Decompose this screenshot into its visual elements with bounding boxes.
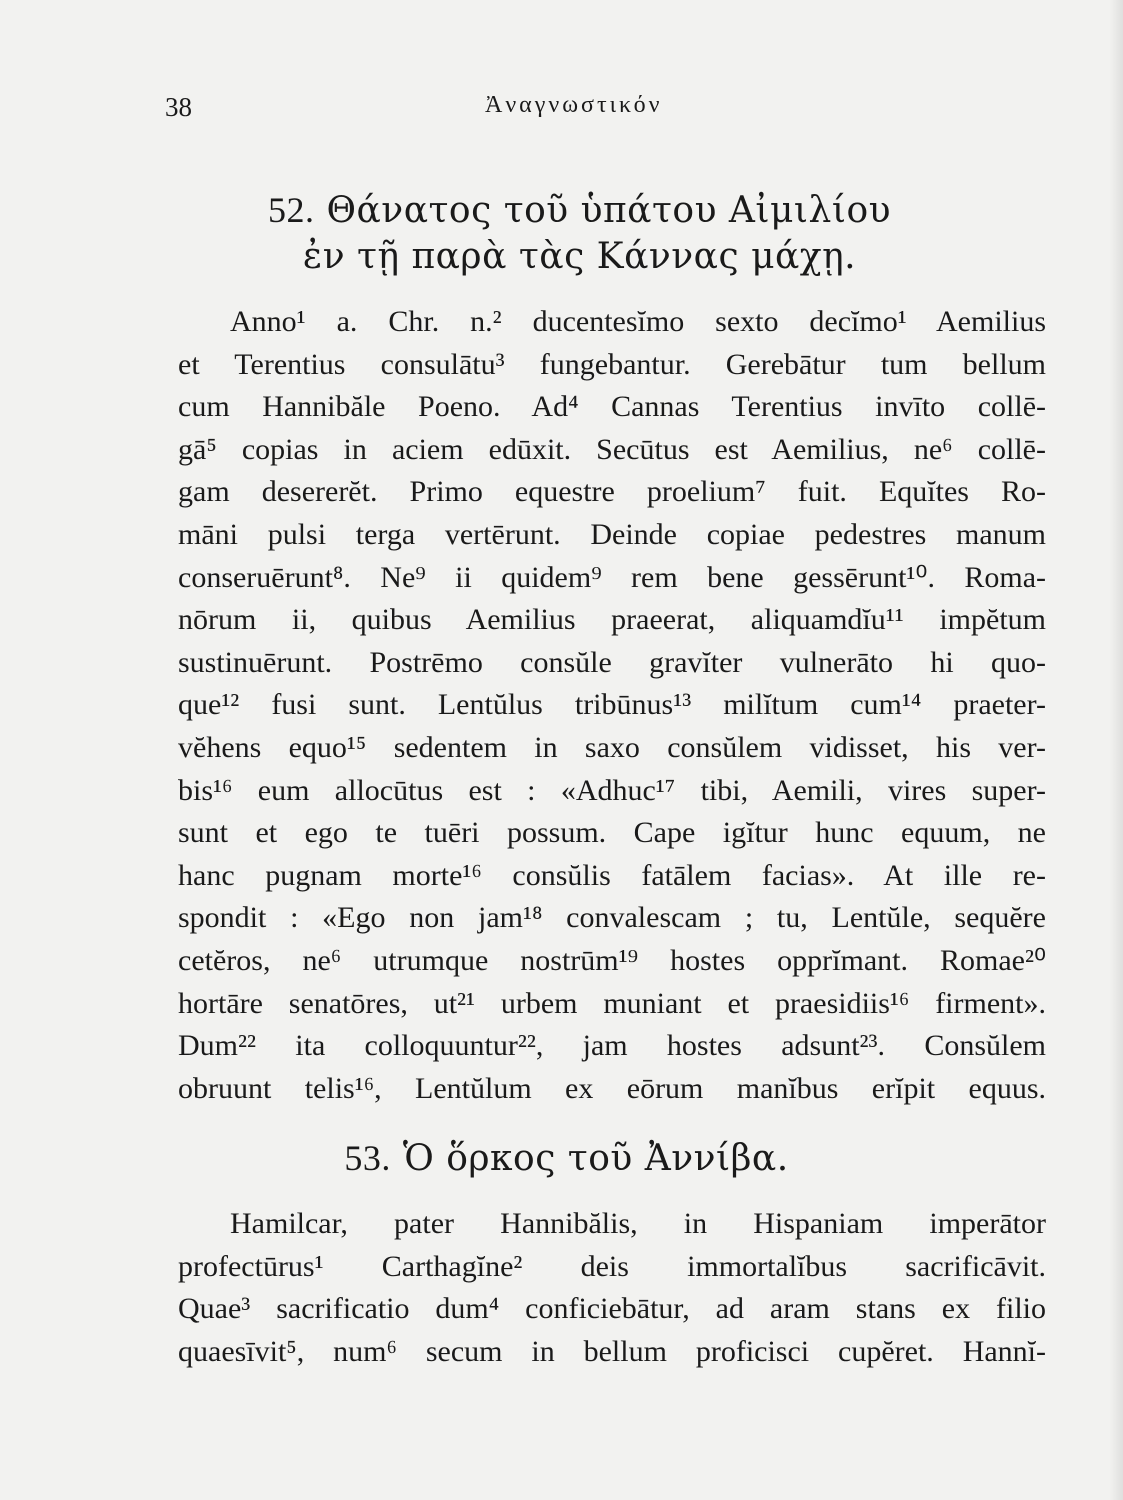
section-53-heading	[0, 1135, 1123, 1182]
section-52-title-line2: ἐν τῇ παρὰ τὰς Κάννας μάχῃ.	[302, 236, 857, 277]
section-52-body	[178, 301, 1046, 1110]
section-52-number: 52.	[267, 190, 315, 230]
text-line: Quae³ sacrificatio dum⁴ conficiebātur, ad aram stans ex filio	[178, 1292, 1046, 1326]
page-number: 38	[165, 92, 192, 122]
text-line: gam desererĕt. Primo equestre proelium⁷ fuit. Equĭtes Ro-	[178, 475, 1046, 509]
text-line: profectūrus¹ Carthagĭne² deis immortalĭbus sacrificāvit.	[178, 1249, 1046, 1283]
running-header	[165, 92, 1045, 132]
text-line: que¹² fusi sunt. Lentŭlus tribūnus¹³ milĭtum cum¹⁴ praeter-	[178, 688, 1046, 722]
running-title: Ἀναγνωστικόν	[485, 92, 663, 118]
text-line: nōrum ii, quibus Aemilius praeerat, aliquamdĭu¹¹ impĕtum	[178, 603, 1046, 637]
section-53-body	[178, 1203, 1046, 1373]
text-line: cum Hannibăle Poeno. Ad⁴ Cannas Terentius invīto collē-	[178, 390, 1046, 424]
text-line: hanc pugnam morte¹⁶ consŭlis fatālem facias». At ille re-	[178, 858, 1046, 892]
text-line: māni pulsi terga vertērunt. Deinde copiae pedestres manum	[178, 517, 1046, 551]
text-line: sustinuērunt. Postrēmo consŭle gravĭter vulnerāto hi quo-	[178, 645, 1046, 679]
section-52-title-line1	[36, 187, 1123, 234]
text-line: obruunt telis¹⁶, Lentŭlum ex eōrum manĭbus erĭpit equus.	[178, 1071, 1046, 1105]
text-line: vĕhens equo¹⁵ sedentem in saxo consŭlem vidisset, his ver-	[178, 730, 1046, 764]
text-line: quaesīvit⁵, num⁶ secum in bellum proficisci cupĕret. Hannĭ-	[178, 1334, 1046, 1368]
text-line: Dum²² ita colloquuntur²², jam hostes adsunt²³. Consŭlem	[178, 1029, 1046, 1063]
section-53-title-text: Ὁ ὅρκος τοῦ Ἀννίβα.	[402, 1138, 789, 1179]
text-line: bis¹⁶ eum allocūtus est : «Adhuc¹⁷ tibi, Aemili, vires super-	[178, 773, 1046, 807]
text-line: gā⁵ copias in aciem edūxit. Secūtus est Aemilius, ne⁶ collē-	[178, 432, 1046, 466]
text-line: et Terentius consulātu³ fungebantur. Gerebātur tum bellum	[178, 347, 1046, 381]
text-line: Hamilcar, pater Hannibălis, in Hispaniam imperātor	[230, 1207, 1046, 1240]
text-line: cetĕros, ne⁶ utrumque nostrūm¹⁹ hostes opprĭmant. Romae²⁰	[178, 943, 1046, 977]
text-line: sunt et ego te tuēri possum. Cape igĭtur hunc equum, ne	[178, 816, 1046, 850]
section-53-number: 53.	[344, 1138, 391, 1178]
section-52-heading	[0, 187, 1123, 280]
text-line: hortāre senatōres, ut²¹ urbem muniant et praesidiis¹⁶ firment».	[178, 986, 1046, 1020]
text-line: spondit : «Ego non jam¹⁸ convalescam ; tu, Lentŭle, sequĕre	[178, 901, 1046, 935]
text-line: Anno¹ a. Chr. n.² ducentesĭmo sexto decĭmo¹ Aemilius	[230, 305, 1046, 338]
text-line: conseruērunt⁸. Ne⁹ ii quidem⁹ rem bene gessērunt¹⁰. Roma-	[178, 560, 1046, 594]
section-52-title-text: Θάνατος τοῦ ὑπάτου Αἰμιλίου	[326, 190, 892, 231]
